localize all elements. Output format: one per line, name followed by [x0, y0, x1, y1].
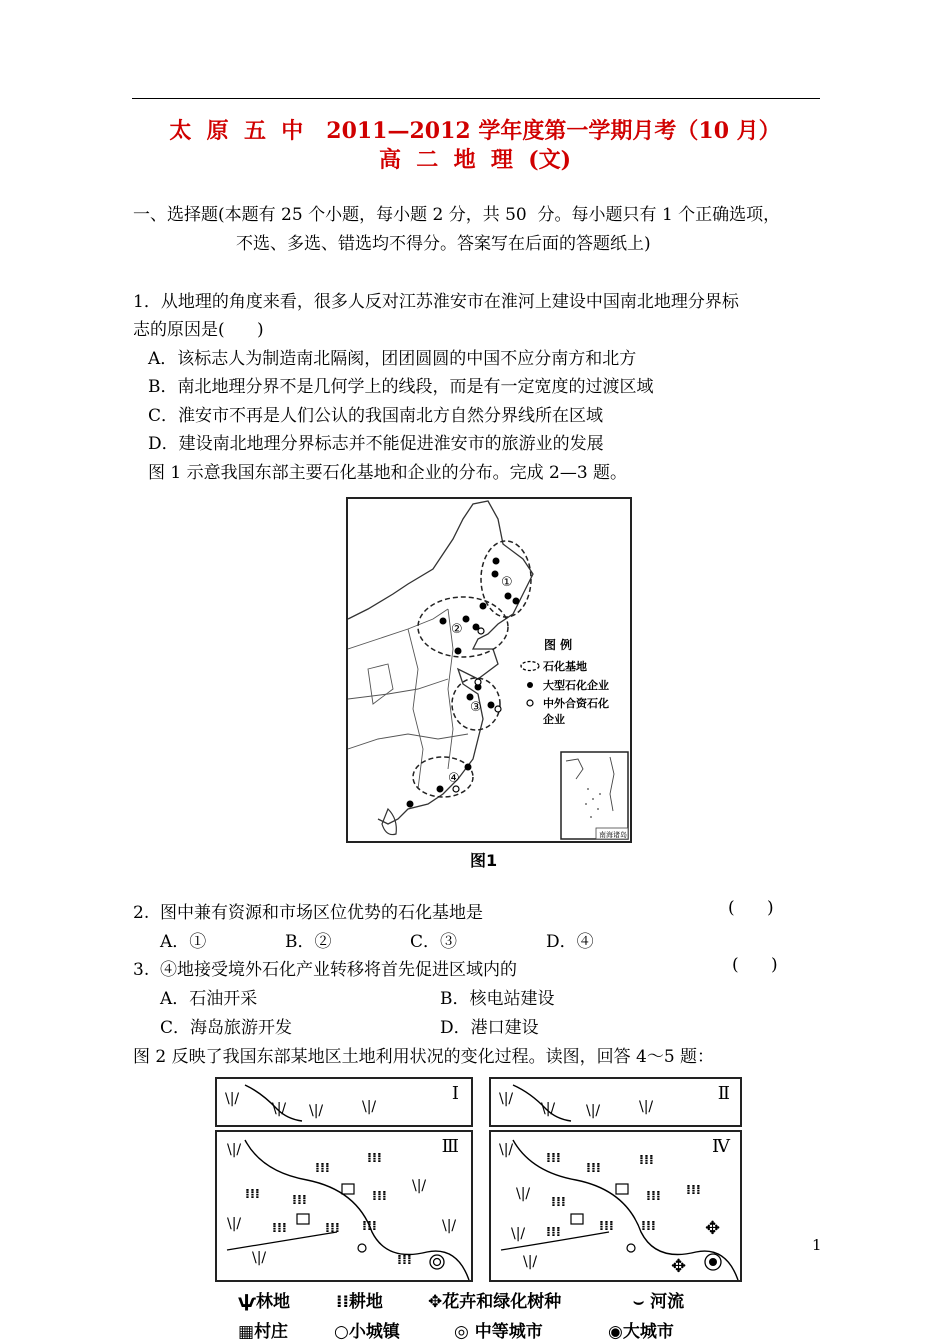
panel-label-4: Ⅳ: [712, 1136, 730, 1157]
figure-1-map: [346, 497, 632, 843]
svg-text:\|/: \|/: [272, 1101, 287, 1117]
svg-text:\|/: \|/: [586, 1103, 601, 1119]
panel-label-1: Ⅰ: [451, 1083, 459, 1104]
svg-text:⁞⁞⁞: ⁞⁞⁞: [546, 1151, 561, 1166]
base-label-1: ①: [501, 575, 513, 590]
svg-text:⁞⁞⁞: ⁞⁞⁞: [362, 1219, 377, 1234]
svg-text:⁞⁞⁞: ⁞⁞⁞: [292, 1193, 307, 1208]
q2-stem: 2. 图中兼有资源和市场区位优势的石化基地是: [133, 903, 484, 923]
legend-jv-symbol: [527, 700, 533, 706]
panel-4: [489, 1130, 742, 1282]
svg-text:⁞⁞⁞: ⁞⁞⁞: [686, 1183, 701, 1198]
flowers-icon: ✥: [428, 1292, 443, 1312]
svg-text:\|/: \|/: [541, 1101, 556, 1117]
q2-option-b: B．②: [285, 932, 332, 952]
q2-option-a: A．①: [160, 932, 207, 952]
legend-base: 石化基地: [543, 660, 587, 673]
panel-2: [489, 1077, 742, 1127]
legend-jv-cont: 企业: [543, 713, 565, 726]
panel-3: [215, 1130, 473, 1282]
legend-title: 图 例: [544, 638, 573, 652]
legend-forest: ѱ林地: [238, 1292, 291, 1312]
svg-text:⁞⁞⁞: ⁞⁞⁞: [372, 1189, 387, 1204]
base-label-2: ②: [451, 622, 463, 637]
legend-large-symbol: [527, 682, 533, 688]
fig1-intro: 图 1 示意我国东部主要石化基地和企业的分布。完成 2—3 题。: [148, 463, 628, 483]
svg-text:⁞⁞⁞: ⁞⁞⁞: [646, 1189, 661, 1204]
fig2-intro: 图 2 反映了我国东部某地区土地利用状况的变化过程。读图，回答 4～5 题：: [133, 1047, 715, 1067]
page-number: 1: [812, 1236, 822, 1254]
svg-text:⁞⁞⁞: ⁞⁞⁞: [639, 1153, 654, 1168]
panel-label-2: Ⅱ: [717, 1083, 730, 1104]
legend-big-city: ◉大城市: [608, 1322, 674, 1342]
svg-text:\|/: \|/: [227, 1216, 242, 1232]
svg-text:✥: ✥: [705, 1218, 721, 1239]
q1-stem-cont: 志的原因是( ): [133, 320, 264, 340]
q3-option-b: B．核电站建设: [440, 989, 555, 1009]
page-title: 太 原 五 中 2011—2012 学年度第一学期月考（10 月）: [169, 118, 781, 144]
svg-text:\|/: \|/: [639, 1099, 654, 1115]
legend-large: 大型石化企业: [543, 679, 609, 692]
town-icon: ○: [334, 1322, 349, 1342]
legend-farmland: ⁞⁞耕地: [336, 1292, 383, 1312]
svg-text:⁞⁞⁞: ⁞⁞⁞: [272, 1221, 287, 1236]
svg-text:\|/: \|/: [499, 1142, 514, 1158]
svg-text:⁞⁞⁞: ⁞⁞⁞: [546, 1225, 561, 1240]
panel-label-3: Ⅲ: [441, 1136, 459, 1157]
section-heading-cont: 不选、多选、错选均不得分。答案写在后面的答题纸上): [236, 234, 651, 254]
q2-option-c: C．③: [410, 932, 458, 952]
svg-text:\|/: \|/: [412, 1178, 427, 1194]
q3-option-d: D．港口建设: [440, 1018, 539, 1038]
svg-text:⁞⁞⁞: ⁞⁞⁞: [367, 1151, 382, 1166]
base-label-3: ③: [470, 700, 482, 715]
section-heading: 一、选择题(本题有 25 个小题，每小题 2 分，共 50 分。每小题只有 1 个正确选项，: [133, 205, 781, 225]
mid-city-icon: ◎: [454, 1322, 475, 1342]
q2-answer-paren: ( ): [728, 898, 774, 918]
base-label-4: ④: [448, 771, 460, 786]
q1-option-b: B．南北地理分界不是几何学上的线段，而是有一定宽度的过渡区域: [148, 377, 654, 397]
svg-text:\|/: \|/: [523, 1254, 538, 1270]
legend-base-symbol: [521, 662, 539, 671]
q1-option-c: C．淮安市不再是人们公认的我国南北方自然分界线所在区域: [148, 406, 604, 426]
svg-text:⁞⁞⁞: ⁞⁞⁞: [641, 1219, 656, 1234]
legend-flowers: ✥花卉和绿化树种: [428, 1292, 562, 1312]
svg-text:\|/: \|/: [227, 1142, 242, 1158]
header-rule: [132, 98, 820, 99]
svg-text:⁞⁞⁞: ⁞⁞⁞: [551, 1195, 566, 1210]
q1-option-a: A．该标志人为制造南北隔阂，团团圆圆的中国不应分南方和北方: [148, 349, 637, 369]
svg-text:\|/: \|/: [362, 1099, 377, 1115]
q3-answer-paren: ( ): [732, 955, 778, 975]
south-sea-inset: [561, 752, 628, 839]
village-icon: ▦: [238, 1322, 255, 1342]
svg-text:\|/: \|/: [225, 1091, 240, 1107]
svg-text:\|/: \|/: [252, 1250, 267, 1266]
svg-text:⁞⁞⁞: ⁞⁞⁞: [325, 1221, 340, 1236]
legend-village: ▦村庄: [238, 1322, 289, 1342]
q1-option-d: D．建设南北地理分界标志并不能促进淮安市的旅游业的发展: [148, 434, 604, 454]
q3-stem: 3. ④地接受境外石化产业转移将首先促进区域内的: [133, 960, 518, 980]
svg-text:\|/: \|/: [499, 1091, 514, 1107]
panel-1: [215, 1077, 473, 1127]
q1-stem: 1．从地理的角度来看，很多人反对江苏淮安市在淮河上建设中国南北地理分界标: [133, 292, 739, 312]
q3-option-c: C．海岛旅游开发: [160, 1018, 293, 1038]
svg-text:⁞⁞⁞: ⁞⁞⁞: [245, 1187, 260, 1202]
east-china-map: [348, 499, 630, 841]
svg-text:\|/: \|/: [511, 1226, 526, 1242]
svg-text:\|/: \|/: [442, 1218, 457, 1234]
big-city-icon: ◉: [608, 1322, 623, 1342]
svg-text:✥: ✥: [671, 1256, 687, 1277]
svg-text:⁞⁞⁞: ⁞⁞⁞: [397, 1253, 412, 1268]
svg-text:⁞⁞⁞: ⁞⁞⁞: [586, 1161, 601, 1176]
river-icon: ⌣: [633, 1292, 651, 1312]
forest-icon: ѱ: [238, 1292, 257, 1312]
figure-1-caption: 图1: [470, 851, 498, 870]
svg-text:\|/: \|/: [309, 1103, 324, 1119]
legend-mid-city: ◎ 中等城市: [454, 1322, 543, 1342]
page-subtitle: 高 二 地 理 (文): [378, 147, 572, 173]
legend-town: ○小城镇: [334, 1322, 400, 1342]
legend-river: ⌣ 河流: [633, 1292, 685, 1312]
farmland-icon: ⁞⁞: [336, 1292, 349, 1312]
q3-option-a: A．石油开采: [160, 989, 258, 1009]
inset-label: 南海诸岛: [599, 831, 627, 839]
svg-text:\|/: \|/: [516, 1186, 531, 1202]
legend-jv: 中外合资石化: [543, 697, 609, 710]
q2-option-d: D．④: [546, 932, 594, 952]
svg-text:⁞⁞⁞: ⁞⁞⁞: [315, 1161, 330, 1176]
svg-text:⁞⁞⁞: ⁞⁞⁞: [599, 1219, 614, 1234]
